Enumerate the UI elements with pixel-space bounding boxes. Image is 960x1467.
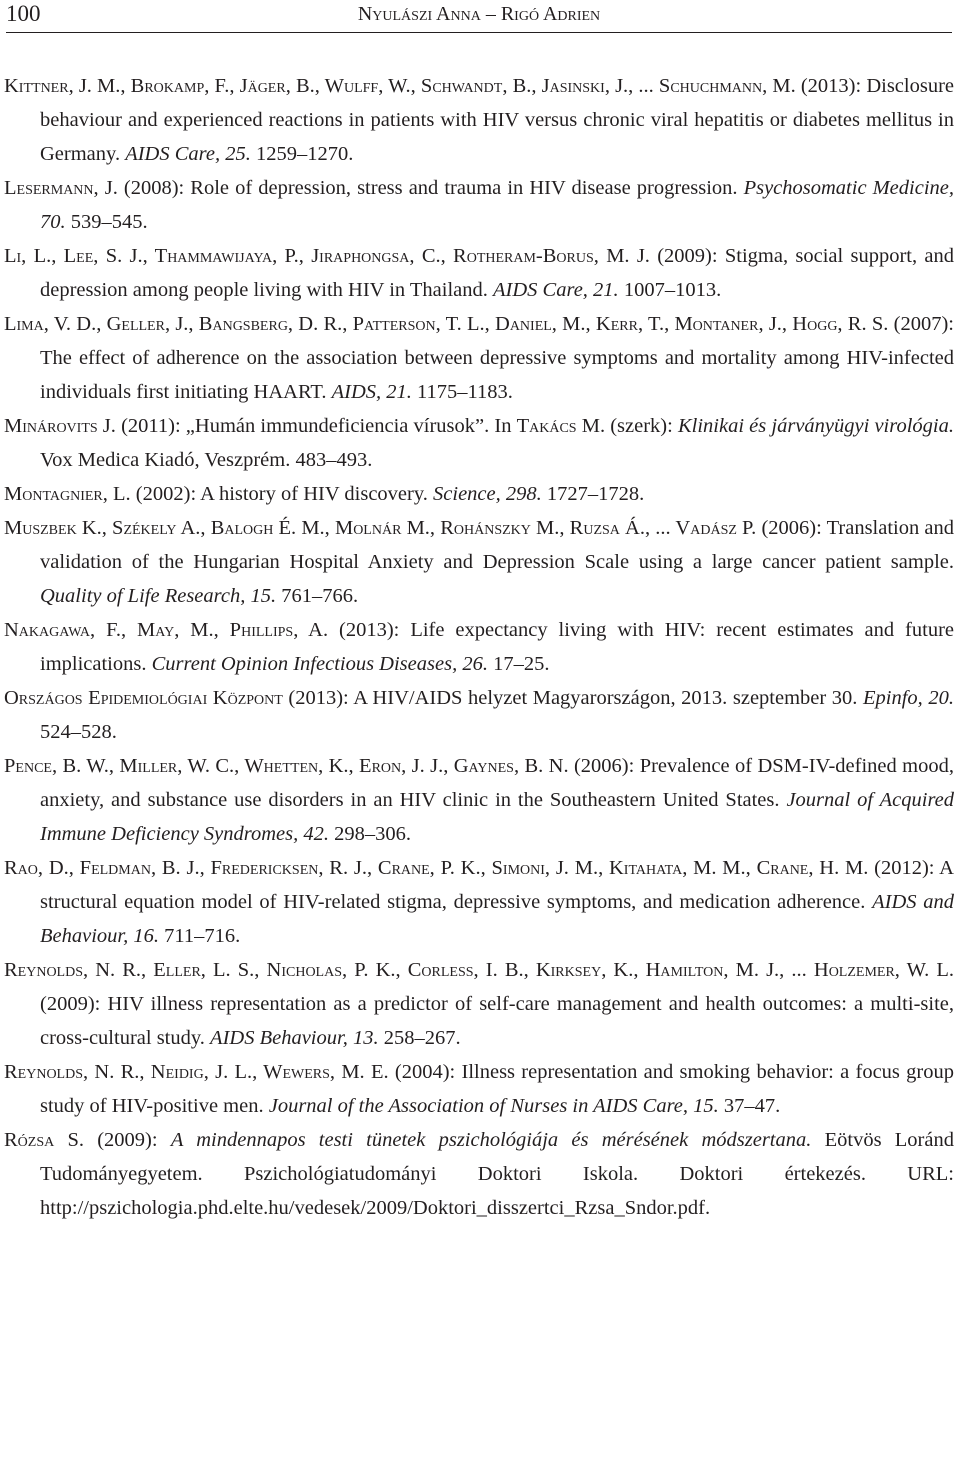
reference-source: Epinfo, 20. [863, 687, 954, 709]
reference-authors: Pence, B. W., Miller, W. C., Whetten, K., Eron, J. J., Gaynes, B. N. [4, 755, 569, 777]
page-number: 100 [6, 1, 41, 26]
reference-text: (2012): A structural equation model of HIV-related stigma, depressive symptoms, and medication adherence. [40, 857, 954, 913]
reference-list [4, 69, 954, 1225]
reference-authors: Lesermann, J. [4, 177, 118, 199]
reference-pages: 17–25. [487, 653, 550, 675]
reference-item [4, 239, 954, 307]
reference-text: (2013): Life expectancy living with HIV: recent estimates and future implications. [40, 619, 954, 675]
reference-item [4, 613, 954, 681]
reference-item [4, 851, 954, 953]
reference-source: A mindennapos testi tünetek pszichológiája és mérésének módszertana. [170, 1129, 812, 1151]
reference-source: Klinikai és járványügyi virológia. [677, 415, 954, 437]
reference-text: (2006): Translation and validation of the Hungarian Hospital Anxiety and Depression Scale using a large cancer patient sample. [40, 517, 954, 573]
reference-pages: 1175–1183. [411, 381, 513, 403]
reference-pages: 1007–1013. [618, 279, 722, 301]
reference-source: Quality of Life Research, 15. [40, 585, 277, 607]
reference-text: (2013): A HIV/AIDS helyzet Magyarországon, 2013. szeptember 30. [282, 687, 863, 709]
reference-text: (2009): [84, 1129, 171, 1151]
reference-pages: Eötvös Loránd Tudományegyetem. Pszichológiatudományi Doktori Iskola. Doktori értekezés. URL: http://pszichologia.phd.elte.hu/vedesek/2009/Doktori_disszertci_Rzsa_Sndor.pdf. [40, 1129, 954, 1219]
reference-text: (2013): Disclosure behaviour and experienced reactions in patients with HIV versus chronic viral hepatitis or diabetes mellitus in Germany. [40, 75, 955, 165]
reference-item [4, 681, 954, 749]
running-head: Nyulászi Anna – Rigó Adrien [357, 3, 601, 25]
reference-pages: Vox Medica Kiadó, Veszprém. 483–493. [40, 449, 373, 471]
reference-pages: 37–47. [718, 1095, 781, 1117]
reference-authors: Minárovits J. [4, 415, 116, 437]
reference-pages: 524–528. [40, 721, 117, 743]
reference-authors: Országos Epidemiológiai Központ [4, 687, 283, 709]
reference-text: (2002): A history of HIV discovery. [130, 483, 434, 505]
reference-pages: 539–545. [65, 211, 148, 233]
reference-item [4, 1123, 954, 1225]
reference-text: (2006): Prevalence of DSM-IV-defined mood, anxiety, and substance use disorders in an HIV clinic in the Southeastern United States. [40, 755, 954, 811]
reference-source: AIDS and Behaviour, 16. [40, 891, 954, 947]
reference-source: AIDS Behaviour, 13. [210, 1027, 379, 1049]
reference-authors: Rao, D., Feldman, B. J., Fredericksen, R. J., Crane, P. K., Simoni, J. M., Kitahata, M. M., Crane, H. M. [4, 857, 869, 879]
reference-text: (2008): Role of depression, stress and trauma in HIV disease progression. [117, 177, 744, 199]
reference-authors: Rózsa S. [4, 1129, 84, 1151]
reference-editor: Takács [516, 415, 577, 437]
reference-pages: 258–267. [378, 1027, 461, 1049]
reference-authors: Nakagawa, F., May, M., Phillips, A. [4, 619, 329, 641]
reference-source: AIDS Care, 21. [493, 279, 619, 301]
reference-authors: Reynolds, N. R., Neidig, J. L., Wewers, M. E. [4, 1061, 389, 1083]
reference-authors: Montagnier, L. [4, 483, 131, 505]
reference-item [4, 953, 954, 1055]
reference-text-2: M. (szerk): [576, 415, 678, 437]
reference-source: AIDS, 21. [331, 381, 412, 403]
reference-item [4, 409, 954, 477]
reference-item [4, 307, 954, 409]
reference-item [4, 511, 954, 613]
reference-authors: Li, L., Lee, S. J., Thammawijaya, P., Jiraphongsa, C., Rotheram-Borus, M. J. [4, 245, 650, 267]
reference-item [4, 749, 954, 851]
reference-pages: 298–306. [329, 823, 411, 845]
reference-text: (2007): The effect of adherence on the association between depressive symptoms and mortality among HIV-infected individuals first initiating HAART. [40, 313, 954, 403]
reference-text: (2009): HIV illness representation as a predictor of self-care management and health outcomes: a multi-site, cross-cultural study. [40, 993, 954, 1049]
reference-authors: Muszbek K., Székely A., Balogh É. M., Molnár M., Rohánszky M., Ruzsa Á., ... Vadász P. [4, 517, 757, 539]
reference-text: (2011): „Humán immundeficiencia vírusok”. In [115, 415, 517, 437]
reference-source: Current Opinion Infectious Diseases, 26. [151, 653, 488, 675]
reference-source: Journal of Acquired Immune Deficiency Syndromes, 42. [40, 789, 955, 845]
reference-authors: Lima, V. D., Geller, J., Bangsberg, D. R., Patterson, T. L., Daniel, M., Kerr, T., Montaner, J., Hogg, R. S. [4, 313, 889, 335]
page-header [6, 0, 952, 33]
reference-source: Science, 298. [433, 483, 542, 505]
reference-text: (2009): Stigma, social support, and depression among people living with HIV in Thailand. [40, 245, 954, 301]
reference-pages: 711–716. [159, 925, 241, 947]
reference-item [4, 171, 954, 239]
reference-authors: Reynolds, N. R., Eller, L. S., Nicholas, P. K., Corless, I. B., Kirksey, K., Hamilton, M. J., ... Holzemer, W. L. [4, 959, 954, 981]
reference-pages: 761–766. [276, 585, 359, 607]
reference-source: Journal of the Association of Nurses in AIDS Care, 15. [268, 1095, 719, 1117]
reference-pages: 1727–1728. [541, 483, 645, 505]
reference-source: AIDS Care, 25. [125, 143, 251, 165]
reference-source: Psychosomatic Medicine, 70. [40, 177, 954, 233]
reference-text: (2004): Illness representation and smoking behavior: a focus group study of HIV-positive men. [40, 1061, 954, 1117]
reference-item [4, 477, 954, 511]
reference-pages: 1259–1270. [250, 143, 354, 165]
reference-item [4, 1055, 954, 1123]
reference-authors: Kittner, J. M., Brokamp, F., Jäger, B., Wulff, W., Schwandt, B., Jasinski, J., ... Schuchmann, M. [4, 75, 796, 97]
reference-item [4, 69, 954, 171]
